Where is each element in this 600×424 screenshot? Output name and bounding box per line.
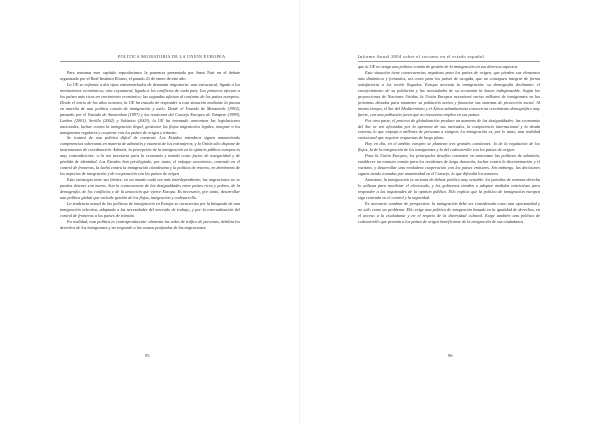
left-text-block bbox=[60, 70, 240, 231]
right-running-head: Informe Anual 2004 sobre el racismo en el estado español bbox=[358, 54, 485, 59]
left-page-number: 95 bbox=[145, 353, 150, 358]
paragraph: Esta estrategia tiene sus límites: en un mundo cada vez más interdependiente, las migraciones no se pueden detener con muros. Son la consecuencia de las desigualdades entre países ricos y pobres, de la demografía, de los conflictos y de la atracción que ejerce Europa. Es necesario, por tanto, desarrollar una política global que articule gestión de los flujos, integración y codesarrollo. bbox=[60, 177, 240, 201]
left-header-rule bbox=[60, 61, 240, 62]
paragraph: En realidad, esta política es contraproducente: alimenta las redes de tráfico de personas, debilita los derechos de los inmigrantes y no responde a las causas profundas de las migraciones. bbox=[60, 218, 240, 230]
left-running-head: POLITICA MIGRATORIA DE LA UNION EUROPEA bbox=[118, 54, 226, 59]
paragraph: Asimismo, la inmigración es un tema de debate político muy sensible: los partidos de extrema derecha lo utilizan para movilizar el electorado, y los gobiernos tienden a adoptar medidas restrictivas para responder a las inquietudes de la opinión pública. Ello explica que la política de inmigración europea siga centrada en el control y la seguridad. bbox=[358, 177, 540, 200]
paragraph: Por otra parte, el proceso de globalización produce un aumento de las desigualdades: las economías del Sur se ven afectadas por la apertura de sus mercados, la competencia internacional y la deuda externa, lo que empuja a millones de personas a emigrar. La inmigración es, por lo tanto, una realidad estructural que requiere respuestas de largo plazo. bbox=[358, 117, 540, 141]
right-text-block bbox=[358, 64, 540, 225]
right-page-number: 96 bbox=[448, 353, 453, 358]
paragraph: Es necesario cambiar de perspectiva: la inmigración debe ser considerada como una oportunidad y no sólo como un problema. Ello exige una política de integración basada en la igualdad de derechos, en el acceso a la ciudadanía y en el respeto de la diversidad cultural. Exige también una política de codesarrollo que permita a los países de origen beneficiarse de la emigración de sus ciudadanos. bbox=[358, 200, 540, 224]
right-page bbox=[300, 0, 600, 424]
paragraph: Para la Unión Europea, los principales desafíos consisten en armonizar las políticas de admisión, establecer un estatuto común para los residentes de larga duración, luchar contra la discriminación y el racismo, y desarrollar una verdadera cooperación con los países emisores. Sin embargo, las decisiones siguen siendo tomadas por unanimidad en el Consejo, lo que dificulta los avances. bbox=[358, 153, 540, 177]
paragraph: La UE se enfrenta a dos tipos entremezclados de demanda migratoria: una estructural, ligada a los movimientos económicos, otra coyuntural, ligada a los conflictos de cada país. Los primeros afectan a los países más ricos en crecimiento económico; las segundas afectan al conjunto de los países europeos. Desde el inicio de los años noventa, la UE ha tratado de responder a esta situación mediante la puesta en marcha de una política común de inmigración y asilo. Desde el Tratado de Maastricht (1992), pasando por el Tratado de Amsterdam (1997) y las reuniones del Consejo Europeo de Tampere (1999), Laeken (2001), Sevilla (2002) y Salónica (2003), la UE ha intentado armonizar las legislaciones nacionales, luchar contra la inmigración ilegal, gestionar los flujos migratorios legales, integrar a los inmigrantes regulares y cooperar con los países de origen y tránsito. bbox=[60, 81, 240, 135]
paragraph: Hoy en día, en el ámbito europeo se plantean tres grandes cuestiones: la de la regulación de los flujos, la de la integración de los inmigrantes y la del codesarrollo con los países de origen. bbox=[358, 141, 540, 153]
paragraph: que la UE no tenga una política común de gestión de la inmigración en sus diversos aspectos. bbox=[358, 64, 519, 69]
paragraph: La tendencia actual de las políticas de inmigración en Europa se caracteriza por la búsqueda de una inmigración selectiva, adaptada a las necesidades del mercado de trabajo, y por la externalización del control de fronteras a los países de tránsito. bbox=[60, 200, 240, 218]
paragraph: Se tratará de una política difícil de construir. Los Estados miembros siguen manteniendo competencias soberanas en materia de admisión y estancia de los extranjeros, y la Unión sólo dispone de instrumentos de coordinación. Además, la percepción de la inmigración en la opinión pública europea es muy contradictoria: a la vez necesaria para la economía y temida como factor de inseguridad y de pérdida de identidad. Los Estados han privilegiado, por tanto, el enfoque securitario, centrado en el control de fronteras, la lucha contra la inmigración clandestina y la política de retorno, en detrimento de los aspectos de integración y de cooperación con los países de origen. bbox=[60, 135, 240, 177]
paragraph: Esta situación tiene consecuencias negativas para los países de origen, que pierden sus elementos más dinámicos y formados, así como para los países de acogida, que no consiguen integrar de forma satisfactoria a los recién llegados. Europa necesita la inmigración: su demografía declinante, el envejecimiento de su población y las necesidades de su economía la hacen indispensable. Según las proyecciones de Naciones Unidas, la Unión Europea necesitará varios millones de inmigrantes en las próximas décadas para mantener su población activa y financiar sus sistemas de protección social. Al mismo tiempo, el Sur del Mediterráneo y el África subsahariana conocen un crecimiento demográfico muy fuerte, con una población joven que no encuentra empleo en sus países. bbox=[358, 69, 540, 117]
right-header-rule bbox=[358, 61, 540, 62]
paragraph: Para terminar este capítulo reproducimos la ponencia presentada por Sami Naïr en el debate organizado por el Real Instituto Elcano, el pasado 21 de enero de este año. bbox=[60, 70, 240, 81]
